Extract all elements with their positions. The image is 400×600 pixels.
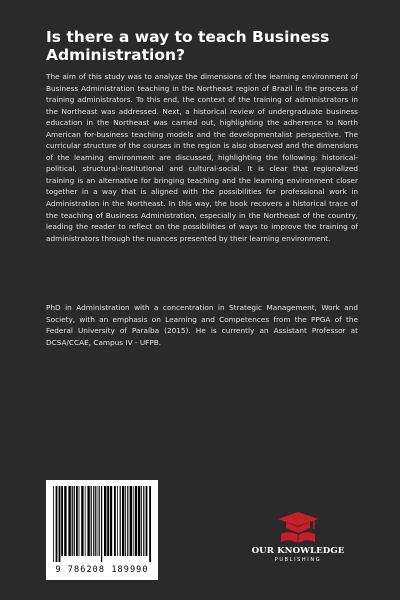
barcode-bar [56,486,58,562]
barcode-bar [76,486,78,556]
barcode-bar [122,486,124,556]
barcode-bar [79,486,80,556]
barcode-bar [53,486,54,562]
barcode-bar [143,486,144,556]
barcode-bar [101,486,102,562]
barcode-bar [138,486,140,556]
barcode-bar [97,486,98,556]
barcode-bar [85,486,86,556]
barcode-bar [110,486,112,556]
barcode-bar [107,486,109,556]
barcode-icon [52,486,152,562]
barcode-bar [114,486,116,556]
barcode-bar [135,486,137,556]
barcode-bar [104,486,106,556]
book-title: Is there a way to teach Business Administration? [46,28,330,64]
publisher-subtitle: PUBLISHING [274,557,322,563]
barcode-bar [74,486,75,556]
barcode-bar [61,486,63,556]
barcode-bar [120,486,121,556]
barcode-bar [146,486,148,556]
isbn-digits: 9 786208 189990 [55,565,149,575]
publisher-name: OUR KNOWLEDGE [251,546,345,556]
barcode-bar [141,486,142,556]
author-bio: PhD in Administration with a concentration in Strategic Management, Work and Society, with an emphasis on Learning and Competences from the PPGA of the Federal University of Paraíba (2015). He is currently an Assistant Professor at DCSA/CCAE, Campus IV - UFPB. [46,303,358,347]
barcode-bar [125,486,126,556]
book-summary: The aim of this study was to analyze the dimensions of the learning environment of Business Administration teaching in the Northeast region of Brazil in the process of training administrators. To this end, the context of the training of administrators in the Northeast was addressed. Next, a historical review of undergraduate business education in the Northeast was carried out, highlighting the adherence to North American for-business teaching models and the developmentalist perspective. The curricular structure of the courses in the region is also observed and the dimensions of the learning environment are discussed, highlighting the following: historical-political, structural-institutional and cultural-social. It is clear that regionalized training is an alternative for bringing teaching and the learning environment closer together in a way that is aligned with the possibilities for professional work in Administration in the Northeast. In this way, the book recovers a historical trace of the teaching of Business Administration, especially in the Northeast of the country, leading the reader to reflect on the possibilities of ways to improve the training of administrators through the nuances presented by their learning environment. [46,72,358,243]
barcode-bar [93,486,94,556]
publisher-logo [248,510,348,563]
barcode-bar [117,486,118,556]
barcode-bar [59,486,61,562]
barcode-bar [81,486,83,556]
barcode [46,480,158,580]
barcode-bar [68,486,70,556]
barcode-bar [133,486,134,556]
barcode-bar [127,486,128,556]
graduation-cap-book-icon [277,510,319,544]
barcode-bar [64,486,66,556]
barcode-bar [95,486,96,556]
barcode-bar [99,486,100,556]
barcode-bar [91,486,92,556]
barcode-bar [72,486,73,556]
barcode-bar [149,486,151,562]
barcode-bar [130,486,132,556]
barcode-bar [87,486,89,556]
